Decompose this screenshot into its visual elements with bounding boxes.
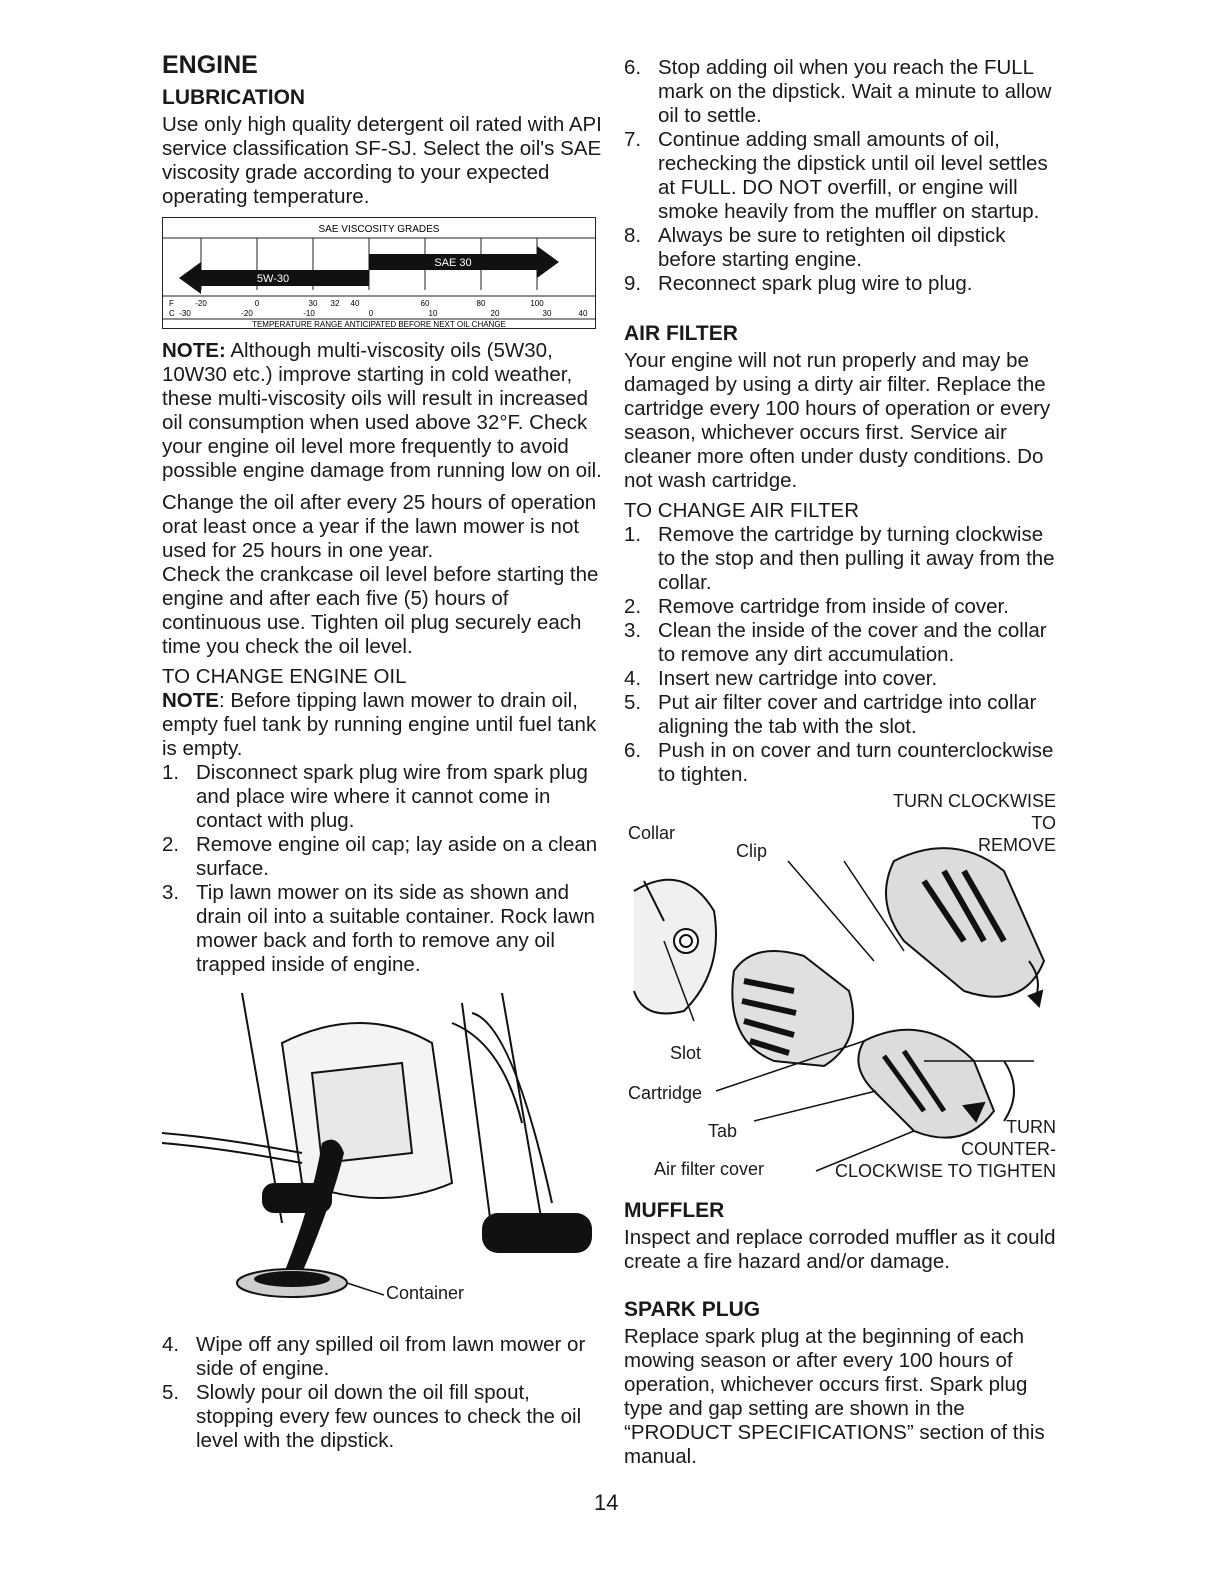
list-item: 1. Remove the cartridge by turning clockwise to the stop and then pulling it away from the collar.	[624, 523, 1055, 595]
note-text: : Before tipping lawn mower to drain oil, empty fuel tank by running engine until fuel tank is empty.	[162, 688, 597, 760]
f-tick: 30	[308, 298, 318, 308]
list-item: 9. Reconnect spark plug wire to plug.	[624, 272, 973, 295]
muffler-paragraph: Inspect and replace corroded muffler as it could create a fire hazard and/or damage.	[624, 1226, 1056, 1274]
page-number: 14	[594, 1490, 619, 1515]
engine-oil-steps-continued	[162, 1333, 602, 1453]
air-filter-illustration	[624, 791, 1064, 1191]
spark-plug-paragraph: Replace spark plug at the beginning of each mowing season or after every 100 hours of operation, whichever occurs first. Spark plug type and gap setting are shown in the “PRODUCT SPECIFICATIONS” section of this manual.	[624, 1325, 1045, 1469]
muffler-heading: MUFFLER	[624, 1199, 725, 1223]
engine-oil-steps-final	[624, 56, 1064, 296]
c-tick: 30	[542, 308, 552, 318]
collar-label: Collar	[628, 823, 676, 844]
list-item: 6. Push in on cover and turn counterclockwise to tighten.	[624, 739, 1054, 787]
chart-footer: TEMPERATURE RANGE ANTICIPATED BEFORE NEXT OIL CHANGE	[252, 319, 506, 328]
note-fuel-tank	[162, 689, 602, 761]
list-item: 6. Stop adding oil when you reach the FULL mark on the dipstick. Wait a minute to allow oil to settle.	[624, 56, 1052, 127]
clip-label: Clip	[736, 841, 768, 862]
note-label: NOTE	[162, 688, 219, 712]
air-filter-heading: AIR FILTER	[624, 322, 738, 345]
viscosity-chart-graphic	[163, 218, 595, 328]
turn-clockwise-label-1: TURN CLOCKWISE	[892, 791, 1056, 812]
spark-plug-heading: SPARK PLUG	[624, 1298, 761, 1322]
air-filter-cover-label: Air filter cover	[654, 1159, 765, 1180]
change-oil-interval-paragraph: Change the oil after every 25 hours of operation orat least once a year if the lawn mower is not used for 25 hours in one year.	[162, 490, 597, 562]
sae30-label: SAE 30	[434, 256, 472, 269]
turn-counter-label-1: TURN	[1006, 1117, 1056, 1138]
c-tick: 0	[368, 308, 374, 318]
drain-oil-illustration	[162, 983, 602, 1333]
list-item: 1. Disconnect spark plug wire from spark plug and place wire where it cannot come in contact with plug.	[162, 760, 588, 832]
note-label: NOTE:	[162, 338, 226, 362]
list-item: 5. Put air filter cover and cartridge into collar aligning the tab with the slot.	[624, 691, 1037, 739]
air-filter-paragraph: Your engine will not run properly and may be damaged by using a dirty air filter. Replace the cartridge every 100 hours of operation or every season, whichever occurs first. Service air cleaner more often under dusty conditions. Do not wash cartridge.	[624, 349, 1051, 493]
note-multi-viscosity	[162, 339, 602, 483]
c-tick: -20	[241, 308, 253, 318]
chart-title: SAE VISCOSITY GRADES	[318, 223, 440, 235]
list-item: 2. Remove cartridge from inside of cover.	[624, 595, 1009, 619]
note-text: Although multi-viscosity oils (5W30, 10W30 etc.) improve starting in cold weather, these multi-viscosity oils will result in increased oil consumption when used above 32°F. Check your engine oil level more frequently to avoid possible engine damage from running low on oil.	[162, 338, 602, 482]
mower-tipped-graphic	[162, 983, 602, 1303]
turn-counter-label-2: COUNTER-	[961, 1139, 1056, 1160]
air-filter-steps	[624, 523, 1064, 787]
c-tick: 20	[490, 308, 500, 318]
container-label: Container	[386, 1282, 465, 1303]
list-item: 7. Continue adding small amounts of oil, rechecking the dipstick until oil level settles at FULL. DO NOT overfill, or engine will smoke heavily from the muffler on startup.	[624, 128, 1048, 223]
list-item: 3. Clean the inside of the cover and the collar to remove any dirt accumulation.	[624, 619, 1047, 667]
c-tick: -30	[179, 308, 191, 318]
c-axis-label: C	[169, 308, 175, 318]
check-oil-level-paragraph: Check the crankcase oil level before starting the engine and after each five (5) hours of continuous use. Tighten oil plug securely each time you check the oil level.	[162, 562, 599, 658]
f-tick: 0	[254, 298, 260, 308]
engine-oil-steps	[162, 761, 602, 977]
c-tick: -10	[303, 308, 315, 318]
cartridge-label: Cartridge	[628, 1083, 703, 1104]
list-item: 4. Insert new cartridge into cover.	[624, 667, 938, 691]
turn-clockwise-label-3: REMOVE	[977, 835, 1056, 856]
f-tick: 80	[476, 298, 486, 308]
list-item: 8. Always be sure to retighten oil dipstick before starting engine.	[624, 224, 1006, 271]
list-item: 5. Slowly pour oil down the oil fill spout, stopping every few ounces to check the oil level with the dipstick.	[162, 1380, 582, 1452]
lubrication-paragraph: Use only high quality detergent oil rated with API service classification SF-SJ. Select the oil's SAE viscosity grade according to your expected operating temperature.	[162, 112, 602, 208]
f-tick: -20	[195, 298, 207, 308]
engine-heading: ENGINE	[162, 51, 258, 79]
f-tick: 40	[350, 298, 360, 308]
turn-counter-label-3: CLOCKWISE TO TIGHTEN	[834, 1161, 1056, 1182]
sae-viscosity-chart	[162, 217, 596, 329]
list-item: 4. Wipe off any spilled oil from lawn mower or side of engine.	[162, 1332, 586, 1380]
to-change-engine-oil-heading: TO CHANGE ENGINE OIL	[162, 664, 407, 688]
f-tick: 60	[420, 298, 430, 308]
f-tick: 100	[530, 298, 544, 308]
w530-label: 5W-30	[256, 272, 290, 285]
left-column	[162, 52, 602, 1453]
right-column	[624, 56, 1064, 1469]
list-item: 2. Remove engine oil cap; lay aside on a clean surface.	[162, 832, 598, 880]
c-tick: 40	[578, 308, 588, 318]
c-tick: 10	[428, 308, 438, 318]
slot-label: Slot	[670, 1043, 702, 1064]
lubrication-heading: LUBRICATION	[162, 85, 306, 109]
to-change-air-filter-heading: TO CHANGE AIR FILTER	[624, 499, 860, 523]
turn-clockwise-label-2: TO	[1031, 813, 1056, 834]
tab-label: Tab	[708, 1121, 738, 1142]
f-axis-label: F	[169, 298, 174, 308]
f-tick: 32	[330, 298, 340, 308]
list-item: 3. Tip lawn mower on its side as shown and drain oil into a suitable container. Rock lawn mower back and forth to remove any oil trapped inside of engine.	[162, 880, 595, 976]
